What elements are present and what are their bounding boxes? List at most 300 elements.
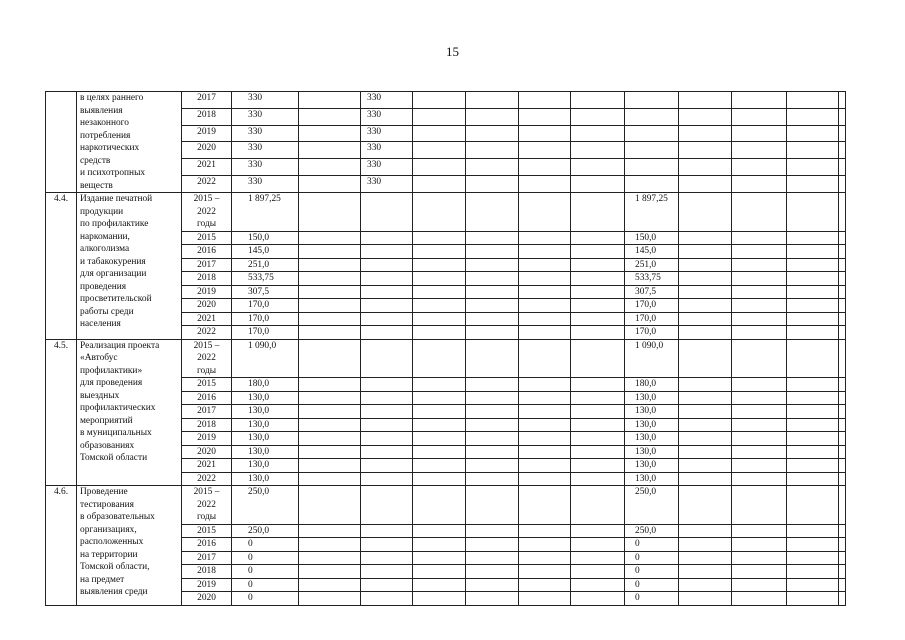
- empty-cell: [299, 538, 361, 552]
- empty-cell: [679, 339, 732, 378]
- empty-cell: [571, 538, 625, 552]
- year-cell: [182, 312, 232, 326]
- regional-budget-cell: [361, 326, 413, 340]
- empty-cell: [839, 312, 846, 326]
- year-line: 2019: [197, 286, 216, 297]
- activity-name-line: выездных: [80, 390, 120, 401]
- activity-name-line: профилактических: [80, 403, 156, 413]
- empty-cell: [299, 391, 361, 405]
- empty-cell: [413, 193, 466, 232]
- empty-cell: [732, 108, 787, 125]
- empty-cell: [413, 524, 466, 538]
- empty-cell: [839, 326, 846, 340]
- empty-cell: [787, 459, 839, 473]
- regional-budget-cell: [361, 524, 413, 538]
- regional-budget-cell: 330: [361, 92, 413, 109]
- empty-cell: [571, 159, 625, 176]
- year-line: 2021: [197, 313, 216, 324]
- empty-cell: [466, 445, 519, 459]
- empty-cell: [299, 176, 361, 193]
- total-cell: 180,0: [232, 378, 299, 392]
- empty-cell: [519, 272, 571, 286]
- activity-name-line: продукции: [80, 206, 124, 217]
- empty-cell: [299, 405, 361, 419]
- year-cell: [182, 142, 232, 159]
- empty-cell: [732, 125, 787, 142]
- empty-cell: [732, 418, 787, 432]
- total-cell: 307,5: [232, 285, 299, 299]
- program-budget-cell: 170,0: [625, 312, 679, 326]
- section-number: 4.4.: [46, 193, 77, 340]
- empty-cell: [466, 312, 519, 326]
- empty-cell: [732, 193, 787, 232]
- program-budget-cell: 180,0: [625, 378, 679, 392]
- empty-cell: [519, 391, 571, 405]
- empty-cell: [787, 486, 839, 525]
- regional-budget-cell: [361, 299, 413, 313]
- empty-cell: [466, 418, 519, 432]
- empty-cell: [413, 445, 466, 459]
- empty-cell: [732, 339, 787, 378]
- empty-cell: [839, 108, 846, 125]
- empty-cell: [519, 108, 571, 125]
- year-line: 2017: [197, 406, 216, 416]
- empty-cell: [299, 445, 361, 459]
- year-line: 2022: [197, 206, 216, 217]
- program-budget-cell: 170,0: [625, 326, 679, 340]
- empty-cell: [466, 142, 519, 159]
- empty-cell: [413, 299, 466, 313]
- program-budget-cell: 130,0: [625, 391, 679, 405]
- year-line: 2022: [197, 327, 216, 337]
- empty-cell: [679, 418, 732, 432]
- empty-cell: [519, 125, 571, 142]
- empty-cell: [519, 312, 571, 326]
- total-cell: 170,0: [232, 326, 299, 340]
- empty-cell: [571, 459, 625, 473]
- activity-name-line: проведения: [80, 281, 127, 292]
- empty-cell: [787, 326, 839, 340]
- empty-cell: [466, 245, 519, 259]
- empty-cell: [571, 231, 625, 245]
- total-cell: 250,0: [232, 524, 299, 538]
- empty-cell: [571, 578, 625, 592]
- activity-name-line: и психотропных: [80, 168, 146, 178]
- empty-cell: [679, 551, 732, 565]
- regional-budget-cell: [361, 418, 413, 432]
- empty-cell: [679, 312, 732, 326]
- empty-cell: [299, 418, 361, 432]
- section-number: 4.5.: [46, 339, 77, 486]
- year-cell: [182, 405, 232, 419]
- total-cell: 170,0: [232, 299, 299, 313]
- empty-cell: [299, 459, 361, 473]
- empty-cell: [413, 378, 466, 392]
- regional-budget-cell: [361, 391, 413, 405]
- year-cell: [182, 285, 232, 299]
- empty-cell: [413, 339, 466, 378]
- empty-cell: [299, 231, 361, 245]
- program-budget-cell: 130,0: [625, 418, 679, 432]
- activity-name-line: расположенных: [80, 537, 144, 547]
- total-cell: 130,0: [232, 391, 299, 405]
- empty-cell: [787, 231, 839, 245]
- regional-budget-cell: [361, 193, 413, 232]
- empty-cell: [732, 405, 787, 419]
- empty-cell: [466, 565, 519, 579]
- empty-cell: [787, 538, 839, 552]
- regional-budget-cell: 330: [361, 159, 413, 176]
- empty-cell: [787, 551, 839, 565]
- program-budget-cell: 251,0: [625, 258, 679, 272]
- activity-name-line: в муниципальных: [80, 428, 152, 438]
- empty-cell: [679, 193, 732, 232]
- activity-name-line: образованиях: [80, 440, 135, 451]
- empty-cell: [519, 538, 571, 552]
- empty-cell: [732, 159, 787, 176]
- empty-cell: [466, 578, 519, 592]
- empty-cell: [571, 193, 625, 232]
- empty-cell: [413, 108, 466, 125]
- empty-cell: [732, 142, 787, 159]
- empty-cell: [679, 176, 732, 193]
- empty-cell: [839, 258, 846, 272]
- empty-cell: [787, 272, 839, 286]
- year-line: 2020: [197, 446, 216, 457]
- year-cell: [182, 524, 232, 538]
- empty-cell: [413, 142, 466, 159]
- empty-cell: [787, 339, 839, 378]
- empty-cell: [413, 432, 466, 446]
- regional-budget-cell: [361, 486, 413, 525]
- empty-cell: [571, 142, 625, 159]
- empty-cell: [519, 231, 571, 245]
- empty-cell: [839, 459, 846, 473]
- empty-cell: [679, 565, 732, 579]
- empty-cell: [519, 578, 571, 592]
- program-budget-cell: [625, 125, 679, 142]
- empty-cell: [413, 486, 466, 525]
- program-budget-cell: 0: [625, 565, 679, 579]
- empty-cell: [787, 472, 839, 486]
- total-cell: 330: [232, 142, 299, 159]
- total-cell: 150,0: [232, 231, 299, 245]
- empty-cell: [787, 578, 839, 592]
- empty-cell: [571, 272, 625, 286]
- empty-cell: [299, 486, 361, 525]
- empty-cell: [571, 125, 625, 142]
- year-cell: [182, 299, 232, 313]
- empty-cell: [519, 432, 571, 446]
- program-budget-cell: 1 090,0: [625, 339, 679, 378]
- empty-cell: [519, 92, 571, 109]
- empty-cell: [519, 459, 571, 473]
- empty-cell: [413, 592, 466, 606]
- empty-cell: [732, 551, 787, 565]
- empty-cell: [787, 258, 839, 272]
- year-cell: [182, 391, 232, 405]
- empty-cell: [839, 231, 846, 245]
- empty-cell: [571, 565, 625, 579]
- empty-cell: [519, 326, 571, 340]
- activity-name-line: Проведение: [80, 487, 128, 497]
- empty-cell: [679, 592, 732, 606]
- empty-cell: [466, 551, 519, 565]
- empty-cell: [466, 176, 519, 193]
- activity-name-line: Издание печатной: [80, 194, 153, 204]
- empty-cell: [413, 125, 466, 142]
- year-line: 2018: [197, 419, 216, 430]
- program-budget-cell: [625, 108, 679, 125]
- year-line: 2018: [197, 566, 216, 576]
- empty-cell: [839, 245, 846, 259]
- empty-cell: [413, 285, 466, 299]
- empty-cell: [519, 472, 571, 486]
- empty-cell: [519, 299, 571, 313]
- regional-budget-cell: [361, 432, 413, 446]
- total-cell: 130,0: [232, 432, 299, 446]
- activity-name-line: профилактики»: [80, 365, 143, 376]
- empty-cell: [519, 176, 571, 193]
- total-cell: 130,0: [232, 445, 299, 459]
- total-cell: 130,0: [232, 418, 299, 432]
- empty-cell: [732, 472, 787, 486]
- year-cell: [182, 272, 232, 286]
- regional-budget-cell: 330: [361, 108, 413, 125]
- empty-cell: [299, 378, 361, 392]
- total-cell: 170,0: [232, 312, 299, 326]
- empty-cell: [679, 326, 732, 340]
- total-cell: 0: [232, 578, 299, 592]
- total-cell: 1 897,25: [232, 193, 299, 232]
- year-cell: [182, 326, 232, 340]
- empty-cell: [571, 108, 625, 125]
- empty-cell: [571, 258, 625, 272]
- empty-cell: [787, 108, 839, 125]
- empty-cell: [839, 418, 846, 432]
- empty-cell: [732, 486, 787, 525]
- empty-cell: [732, 592, 787, 606]
- program-budget-cell: 130,0: [625, 472, 679, 486]
- total-cell: 0: [232, 538, 299, 552]
- empty-cell: [571, 391, 625, 405]
- program-budget-cell: 0: [625, 551, 679, 565]
- section-number: [46, 92, 77, 193]
- empty-cell: [571, 312, 625, 326]
- empty-cell: [299, 565, 361, 579]
- activity-name-line: наркомании,: [80, 231, 130, 242]
- year-cell: [182, 176, 232, 193]
- total-cell: 330: [232, 176, 299, 193]
- empty-cell: [679, 472, 732, 486]
- empty-cell: [732, 299, 787, 313]
- year-cell: [182, 538, 232, 552]
- empty-cell: [519, 258, 571, 272]
- empty-cell: [732, 231, 787, 245]
- empty-cell: [519, 339, 571, 378]
- empty-cell: [679, 538, 732, 552]
- empty-cell: [839, 578, 846, 592]
- empty-cell: [571, 445, 625, 459]
- empty-cell: [679, 445, 732, 459]
- total-cell: 130,0: [232, 405, 299, 419]
- regional-budget-cell: [361, 472, 413, 486]
- activity-name-line: наркотических: [80, 143, 140, 153]
- year-line: 2022: [197, 499, 216, 510]
- year-cell: [182, 108, 232, 125]
- activity-name-line: тестирования: [80, 499, 134, 510]
- activity-name-line: для проведения: [80, 378, 143, 388]
- program-budget-cell: 150,0: [625, 231, 679, 245]
- empty-cell: [519, 245, 571, 259]
- empty-cell: [839, 176, 846, 193]
- empty-cell: [679, 142, 732, 159]
- program-budget-cell: 250,0: [625, 524, 679, 538]
- empty-cell: [413, 272, 466, 286]
- empty-cell: [413, 459, 466, 473]
- year-cell: [182, 445, 232, 459]
- year-line: 2022: [197, 177, 216, 188]
- empty-cell: [519, 405, 571, 419]
- activity-name: [77, 92, 182, 193]
- empty-cell: [787, 524, 839, 538]
- program-budget-cell: [625, 92, 679, 109]
- empty-cell: [299, 159, 361, 176]
- year-line: 2020: [197, 143, 216, 154]
- year-cell: [182, 92, 232, 109]
- year-line: 2022: [197, 353, 216, 363]
- empty-cell: [679, 459, 732, 473]
- empty-cell: [299, 258, 361, 272]
- empty-cell: [299, 432, 361, 446]
- empty-cell: [466, 258, 519, 272]
- year-line: 2015: [197, 379, 216, 389]
- program-budget-cell: [625, 176, 679, 193]
- activity-name-line: средств: [80, 155, 111, 166]
- empty-cell: [299, 592, 361, 606]
- empty-cell: [299, 245, 361, 259]
- empty-cell: [787, 176, 839, 193]
- empty-cell: [571, 92, 625, 109]
- empty-cell: [413, 472, 466, 486]
- activity-name-line: работы среди: [80, 306, 134, 317]
- empty-cell: [466, 459, 519, 473]
- total-cell: 130,0: [232, 459, 299, 473]
- year-cell: [182, 472, 232, 486]
- empty-cell: [679, 405, 732, 419]
- empty-cell: [571, 285, 625, 299]
- empty-cell: [732, 578, 787, 592]
- year-line: 2015 –: [193, 340, 220, 351]
- empty-cell: [413, 326, 466, 340]
- empty-cell: [413, 92, 466, 109]
- empty-cell: [679, 285, 732, 299]
- regional-budget-cell: [361, 285, 413, 299]
- empty-cell: [299, 326, 361, 340]
- empty-cell: [679, 299, 732, 313]
- empty-cell: [732, 312, 787, 326]
- empty-cell: [299, 108, 361, 125]
- year-line: годы: [196, 512, 217, 522]
- empty-cell: [787, 92, 839, 109]
- empty-cell: [571, 486, 625, 525]
- budget-table: [45, 91, 846, 606]
- year-cell: [182, 159, 232, 176]
- empty-cell: [679, 486, 732, 525]
- program-budget-cell: [625, 159, 679, 176]
- year-line: 2015 –: [193, 194, 220, 204]
- empty-cell: [732, 92, 787, 109]
- empty-cell: [839, 339, 846, 378]
- total-cell: 251,0: [232, 258, 299, 272]
- empty-cell: [571, 245, 625, 259]
- regional-budget-cell: [361, 578, 413, 592]
- empty-cell: [732, 432, 787, 446]
- regional-budget-cell: 330: [361, 125, 413, 142]
- empty-cell: [466, 405, 519, 419]
- program-budget-cell: 250,0: [625, 486, 679, 525]
- program-budget-cell: 130,0: [625, 432, 679, 446]
- regional-budget-cell: [361, 272, 413, 286]
- empty-cell: [787, 285, 839, 299]
- empty-cell: [679, 578, 732, 592]
- year-cell: [182, 592, 232, 606]
- empty-cell: [571, 378, 625, 392]
- year-cell: [182, 245, 232, 259]
- regional-budget-cell: 330: [361, 142, 413, 159]
- year-cell: [182, 565, 232, 579]
- empty-cell: [466, 299, 519, 313]
- empty-cell: [839, 405, 846, 419]
- empty-cell: [839, 445, 846, 459]
- year-line: 2020: [197, 300, 216, 310]
- empty-cell: [466, 391, 519, 405]
- empty-cell: [839, 193, 846, 232]
- empty-cell: [299, 472, 361, 486]
- regional-budget-cell: [361, 459, 413, 473]
- empty-cell: [519, 592, 571, 606]
- year-cell: [182, 378, 232, 392]
- empty-cell: [839, 565, 846, 579]
- empty-cell: [413, 565, 466, 579]
- empty-cell: [299, 285, 361, 299]
- year-line: 2016: [197, 246, 216, 256]
- year-line: 2015 –: [193, 487, 220, 497]
- empty-cell: [839, 538, 846, 552]
- empty-cell: [466, 592, 519, 606]
- empty-cell: [571, 339, 625, 378]
- empty-cell: [571, 551, 625, 565]
- year-cell: [182, 125, 232, 142]
- empty-cell: [519, 551, 571, 565]
- empty-cell: [466, 486, 519, 525]
- total-cell: 330: [232, 108, 299, 125]
- empty-cell: [679, 108, 732, 125]
- year-line: 2021: [197, 160, 216, 171]
- empty-cell: [732, 258, 787, 272]
- year-line: 2019: [197, 126, 216, 137]
- program-budget-cell: 0: [625, 578, 679, 592]
- empty-cell: [787, 142, 839, 159]
- empty-cell: [571, 405, 625, 419]
- activity-name-line: алкоголизма: [80, 244, 130, 254]
- empty-cell: [679, 92, 732, 109]
- empty-cell: [732, 285, 787, 299]
- empty-cell: [299, 193, 361, 232]
- empty-cell: [787, 312, 839, 326]
- empty-cell: [839, 472, 846, 486]
- activity-name-line: Реализация проекта: [80, 340, 160, 351]
